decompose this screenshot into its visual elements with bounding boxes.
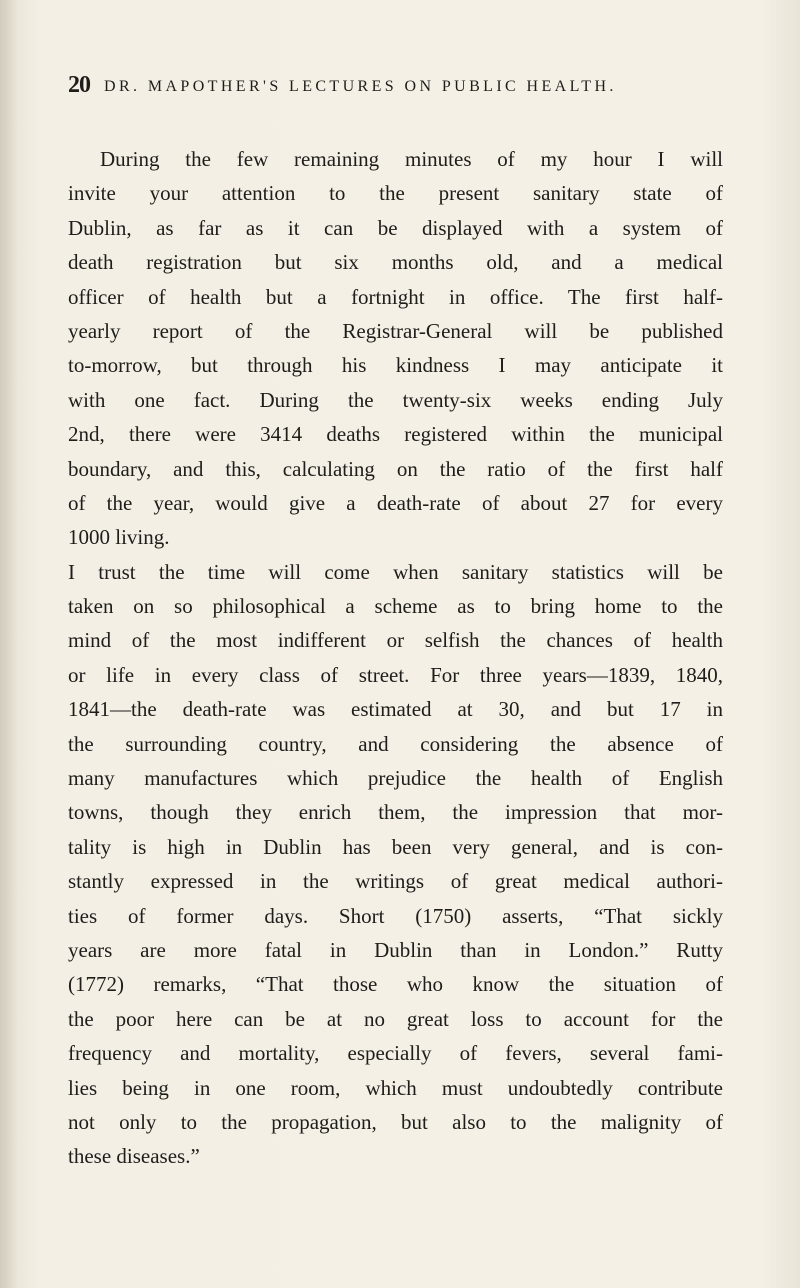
text-line: not only to the propagation, but also to the malignity of <box>68 1109 723 1134</box>
text-line: yearly report of the Registrar-General will be published <box>68 318 723 343</box>
text-line: During the few remaining minutes of my hour I will <box>100 147 723 171</box>
text-line: ties of former days. Short (1750) asserts, “That sickly <box>68 903 723 928</box>
text-line: many manufactures which prejudice the health of English <box>68 766 723 791</box>
text-line: officer of health but a fortnight in office. The first half- <box>68 284 723 309</box>
text-line: towns, though they enrich them, the impression that mor- <box>68 800 723 825</box>
text-line: these diseases.” <box>68 1144 200 1169</box>
text-line: taken on so philosophical a scheme as to bring home to the <box>68 594 723 619</box>
text-line: tality is high in Dublin has been very general, and is con- <box>68 834 723 859</box>
text-line: 1841—the death-rate was estimated at 30, and but 17 in <box>68 697 723 722</box>
text-line: stantly expressed in the writings of great medical authori- <box>68 869 723 894</box>
text-line: or life in every class of street. For three years—1839, 1840, <box>68 662 723 687</box>
text-line: mind of the most indifferent or selfish the chances of health <box>68 628 723 653</box>
running-title: DR. MAPOTHER'S LECTURES ON PUBLIC HEALTH. <box>104 78 617 95</box>
text-line: (1772) remarks, “That those who know the situation of <box>68 972 723 997</box>
paragraph <box>68 142 723 555</box>
paragraph <box>68 555 723 1174</box>
text-line: to-morrow, but through his kindness I may anticipate it <box>68 353 723 378</box>
text-line: boundary, and this, calculating on the ratio of the first half <box>68 456 723 481</box>
text-line: the surrounding country, and considering the absence of <box>68 731 723 756</box>
text-line: death registration but six months old, and a medical <box>68 250 723 275</box>
text-line: frequency and mortality, especially of fevers, several fami- <box>68 1041 723 1066</box>
text-line: lies being in one room, which must undoubtedly contribute <box>68 1075 723 1100</box>
body-text <box>68 142 723 1174</box>
page-header <box>68 72 708 112</box>
text-line: invite your attention to the present sanitary state of <box>68 181 723 206</box>
text-line: Dublin, as far as it can be displayed with a system of <box>68 215 723 240</box>
text-line: 2nd, there were 3414 deaths registered within the municipal <box>68 422 723 447</box>
text-line: years are more fatal in Dublin than in London.” Rutty <box>68 937 723 962</box>
text-line: the poor here can be at no great loss to account for the <box>68 1006 723 1031</box>
page-binding-shadow <box>0 0 18 1288</box>
text-line: I trust the time will come when sanitary statistics will be <box>68 559 723 584</box>
text-line: of the year, would give a death-rate of about 27 for every <box>68 490 723 515</box>
page-number: 20 <box>68 72 90 98</box>
text-line: with one fact. During the twenty-six weeks ending July <box>68 387 723 412</box>
text-line: 1000 living. <box>68 525 170 550</box>
